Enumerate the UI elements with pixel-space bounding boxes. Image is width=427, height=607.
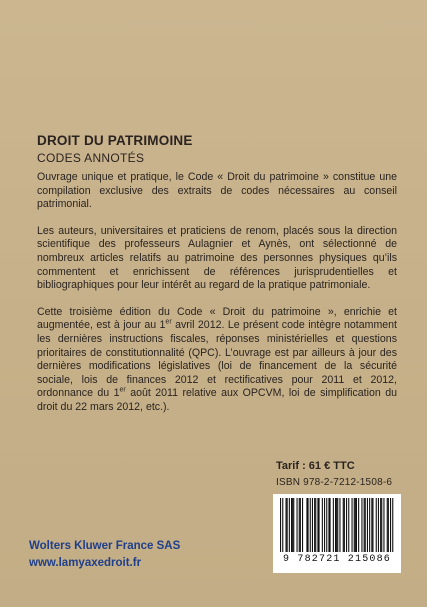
paragraph-3-part-a: Cette troisième édition du Code « Droit du patrimoine », enrichie et augmentée, est à jour au 1 [37, 305, 397, 332]
barcode-bar [352, 498, 353, 552]
barcode-bar [328, 498, 329, 552]
barcode-bar [339, 498, 340, 552]
barcode-bar [317, 498, 318, 552]
barcode-bar [355, 498, 356, 552]
barcode-bar [356, 498, 357, 552]
barcode-bar [300, 498, 301, 552]
barcode-bar [343, 498, 344, 552]
barcode-bar [388, 498, 389, 552]
barcode-bar [308, 498, 309, 552]
barcode-bar [330, 498, 331, 552]
barcode-bar [371, 498, 372, 552]
barcode-bar [302, 498, 303, 552]
barcode-bar [346, 498, 347, 552]
barcode-bar [381, 498, 382, 552]
barcode-bar [326, 498, 327, 552]
book-title: DROIT DU PATRIMOINE [37, 133, 193, 148]
barcode-bar [367, 498, 368, 552]
barcode-bar [383, 498, 384, 552]
barcode [273, 494, 401, 573]
barcode-bar [392, 498, 393, 552]
barcode-bar [310, 498, 311, 552]
barcode-bar [337, 498, 338, 552]
barcode-bar [369, 498, 370, 552]
isbn-label: ISBN 978-2-7212-1508-6 [276, 477, 393, 488]
barcode-bar [361, 498, 362, 552]
barcode-bar [315, 498, 316, 552]
barcode-bar [291, 498, 292, 552]
barcode-bar [344, 498, 345, 552]
barcode-bar [312, 498, 313, 552]
barcode-bar [348, 498, 349, 552]
barcode-bar [336, 498, 337, 552]
barcode-bar [289, 498, 290, 552]
superscript-er-1: er [165, 318, 172, 326]
publisher-website: www.lamyaxedroit.fr [29, 557, 142, 569]
superscript-er-2: er [119, 386, 126, 394]
barcode-bar [297, 498, 298, 552]
barcode-bar [292, 498, 293, 552]
barcode-bar [387, 498, 388, 552]
barcode-bar [319, 498, 320, 552]
price-label: Tarif : 61 € TTC [276, 460, 355, 472]
barcode-bar [376, 498, 377, 552]
book-subtitle: CODES ANNOTÉS [37, 151, 145, 165]
barcode-bar [286, 498, 287, 552]
description-paragraph-1: Ouvrage unique et pratique, le Code « Droit du patrimoine » constitue une compilation exclusive des extraits de codes nécessaires au conseil patrimonial. [37, 171, 397, 211]
paragraph-3-part-c: août 2011 relative aux OPCVM, loi de simplification du droit du 22 mars 2012, etc.). [37, 387, 397, 413]
barcode-bar [314, 498, 315, 552]
barcode-bar [372, 498, 373, 552]
barcode-bar [287, 498, 288, 552]
barcode-digits: 9 782721 215086 [282, 554, 391, 565]
barcode-bar [324, 498, 325, 552]
barcode-bar [306, 498, 307, 552]
barcode-bar [335, 498, 336, 552]
barcode-bar [280, 498, 281, 552]
barcode-bar [380, 498, 381, 552]
description-paragraph-3 [37, 306, 397, 415]
barcode-bar [390, 498, 391, 552]
barcode-bar [322, 498, 323, 552]
barcode-bar [293, 498, 294, 552]
publisher-name: Wolters Kluwer France SAS [29, 540, 181, 552]
barcode-bar [299, 498, 300, 552]
barcode-bar [333, 498, 334, 552]
barcode-bar [365, 498, 366, 552]
barcode-bar [358, 498, 359, 552]
barcode-bar [282, 498, 283, 552]
barcode-bar [364, 498, 365, 552]
barcode-bars [280, 498, 394, 554]
description-text [37, 171, 397, 428]
description-paragraph-2: Les auteurs, universitaires et praticiens de renom, placés sous la direction scientifique des professeurs Aulagnier et Aynès, ont sélectionné de nombreux articles relatifs au patrimoine des personnes physiques qu’ils commentent et enrichissent de références jurisprudentielles et bibliographiques pour leur intérêt au regard de la pratique patrimoniale. [37, 224, 397, 292]
paragraph-3-part-b: avril 2012. Le présent code intègre notamment les dernières instructions fiscales, réponses ministérielles et questions prioritaires de constitutionnalité (QPC). L’ouvrage est par ailleurs à jour des dernières modifications législatives (loi de financement de la sécurité sociale, lois de finances 2012 et rectificatives pour 2011 et 2012, ordonnance du 1 [37, 319, 397, 400]
barcode-bar [378, 498, 379, 552]
barcode-bar [354, 498, 355, 552]
